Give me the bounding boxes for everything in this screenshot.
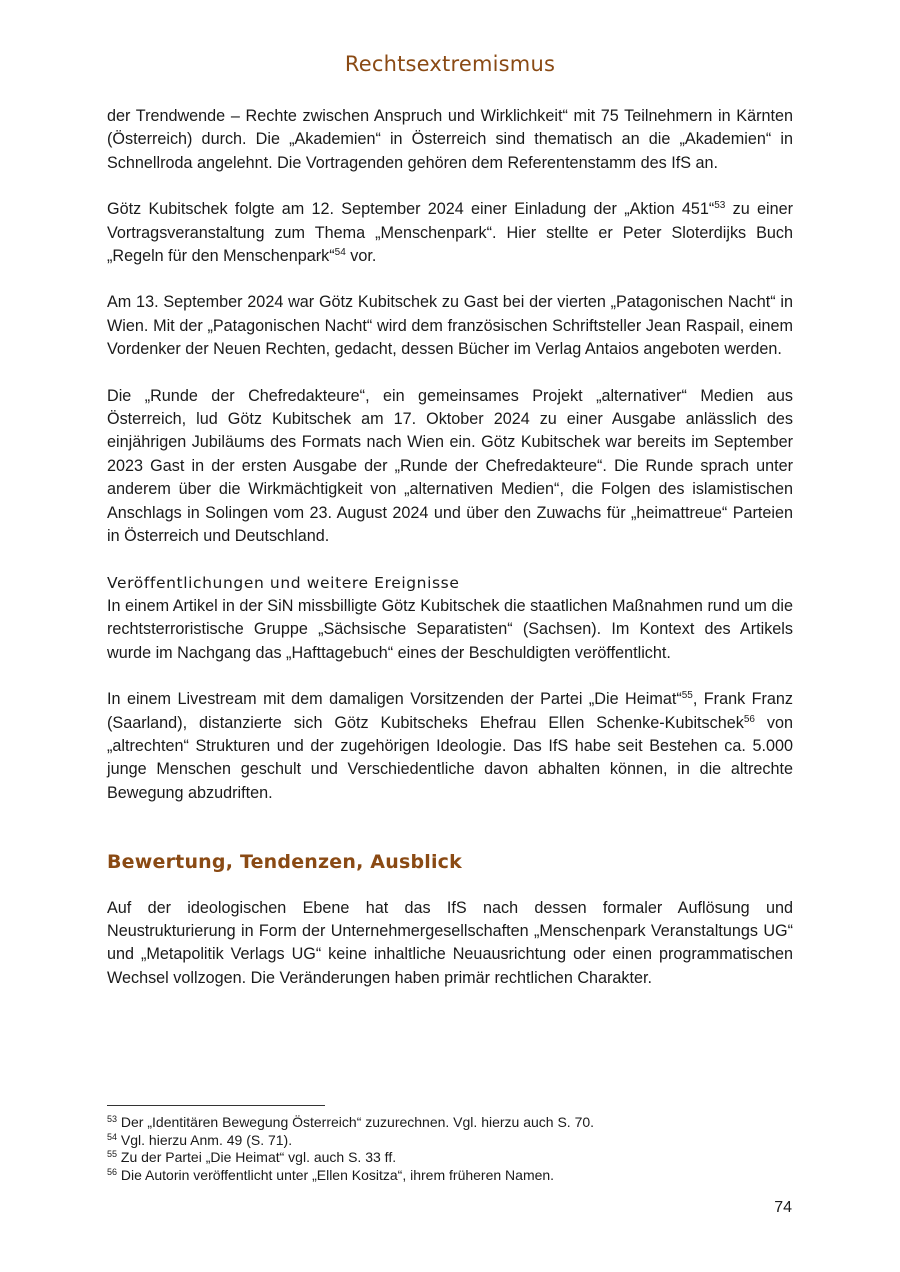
footnotes [107, 1105, 793, 1184]
footnote-ref-54[interactable]: 54 [334, 247, 346, 259]
paragraph-akademien: der Trendwende – Rechte zwischen Anspruch und Wirklichkeit“ mit 75 Teilnehmern in Kärnten (Österreich) durch. Die „Akademien“ in Österreich sind thematisch an die „Akademien“ in Schnellroda angelehnt. Die Vortragenden gehören dem Referentenstamm des IfS an. [107, 107, 793, 172]
paragraph-text: vor. [345, 247, 377, 266]
section-heading-bewertung: Bewertung, Tendenzen, Ausblick [107, 851, 462, 874]
page-number: 74 [774, 1199, 792, 1216]
footnote-56 [107, 1167, 793, 1185]
footnote-number: 56 [107, 1166, 118, 1177]
paragraph-text: zu einer Vortragsveranstaltung zum Thema „Menschenpark“. Hier stellte er Peter Sloterdijks Buch „Regeln für den Menschenpark“ [107, 200, 793, 266]
footnote-number: 53 [107, 1114, 118, 1124]
footnote-ref-55[interactable]: 55 [681, 690, 693, 702]
paragraph-text: Götz Kubitschek folgte am 12. September 2024 einer Einladung der „Aktion 451“ [107, 200, 715, 219]
footnote-number: 54 [107, 1131, 118, 1142]
paragraph-runde-chefredakteure: Die „Runde der Chefredakteure“, ein gemeinsames Projekt „alternativer“ Medien aus Österreich, lud Götz Kubitschek am 17. Oktober 2024 zu einer Ausgabe anlässlich des einjährigen Jubiläums des Formats nach Wien ein. Götz Kubitschek war bereits im September 2023 Gast in der ersten Ausgabe der „Runde der Chefredakteure“. Die Runde sprach unter anderem über die Wirkmächtigkeit von „alternativen Medien“, die Folgen des islamistischen Anschlags in Solingen vom 23. August 2024 und über den Zuwachs für „heimattreue“ Parteien in Österreich und Deutschland. [107, 386, 793, 546]
paragraph-sin-artikel: In einem Artikel in der SiN missbilligte Götz Kubitschek die staatlichen Maßnahmen rund um die rechtsterroristische Gruppe „Sächsische Separatisten“ (Sachsen). Im Kontext des Artikels wurde im Nachgang das „Hafttagebuch“ eines der Beschuldigten veröffentlicht. [107, 596, 793, 662]
footnote-ref-53[interactable]: 53 [714, 200, 726, 212]
paragraph-bewertung: Auf der ideologischen Ebene hat das IfS nach dessen formaler Auflösung und Neustrukturierung in Form der Unternehmergesellschaften „Menschenpark Veranstaltungs UG“ und „Metapolitik Verlags UG“ keine inhaltliche Neuausrichtung oder einen programmatischen Wechsel vollzogen. Die Veränderungen haben primär rechtlichen Charakter. [107, 898, 793, 987]
footnote-55 [107, 1149, 793, 1167]
paragraph-text: von „altrechten“ Strukturen und der zugehörigen Ideologie. Das IfS habe seit Bestehen ca. 5.000 junge Menschen geschult und Verschiedentliche davon abhalten können, in die altrechte Bewegung abzudriften. [107, 713, 793, 802]
paragraph-patagonische-nacht: Am 13. September 2024 war Götz Kubitschek zu Gast bei der vierten „Patagonischen Nacht“ in Wien. Mit der „Patagonischen Nacht“ wird dem französischen Schriftsteller Jean Raspail, einem Vordenker der Neuen Rechten, gedacht, dessen Bücher im Verlag Antaios angeboten werden. [107, 293, 793, 359]
footnote-text: Die Autorin veröffentlicht unter „Ellen Kositza“, ihrem früheren Namen. [117, 1166, 555, 1183]
paragraph-text: In einem Livestream mit dem damaligen Vorsitzenden der Partei „Die Heimat“ [107, 690, 682, 709]
main-content [107, 105, 793, 1013]
footnote-text: Der „Identitären Bewegung Österreich“ zuzurechnen. Vgl. hierzu auch S. 70. [117, 1114, 595, 1130]
footnote-text: Vgl. hierzu Anm. 49 (S. 71). [117, 1131, 293, 1148]
footnote-ref-56[interactable]: 56 [743, 713, 755, 725]
footnote-number: 55 [107, 1149, 118, 1159]
footnote-divider [107, 1105, 325, 1106]
paragraph-text: , Frank Franz (Saarland), distanzierte sich Götz Kubitscheks Ehefrau Ellen Schenke-Kubitschek [107, 690, 794, 732]
paragraph-livestream [107, 688, 793, 805]
paragraph-aktion-451 [107, 198, 793, 268]
footnote-text: Zu der Partei „Die Heimat“ vgl. auch S. 33 ff. [117, 1149, 397, 1165]
footnote-53 [107, 1114, 793, 1132]
footnote-54 [107, 1132, 793, 1150]
running-header: Rechtsextremismus [344, 52, 556, 76]
subheading-veroeffentlichungen: Veröffentlichungen und weitere Ereignisse [107, 573, 460, 592]
